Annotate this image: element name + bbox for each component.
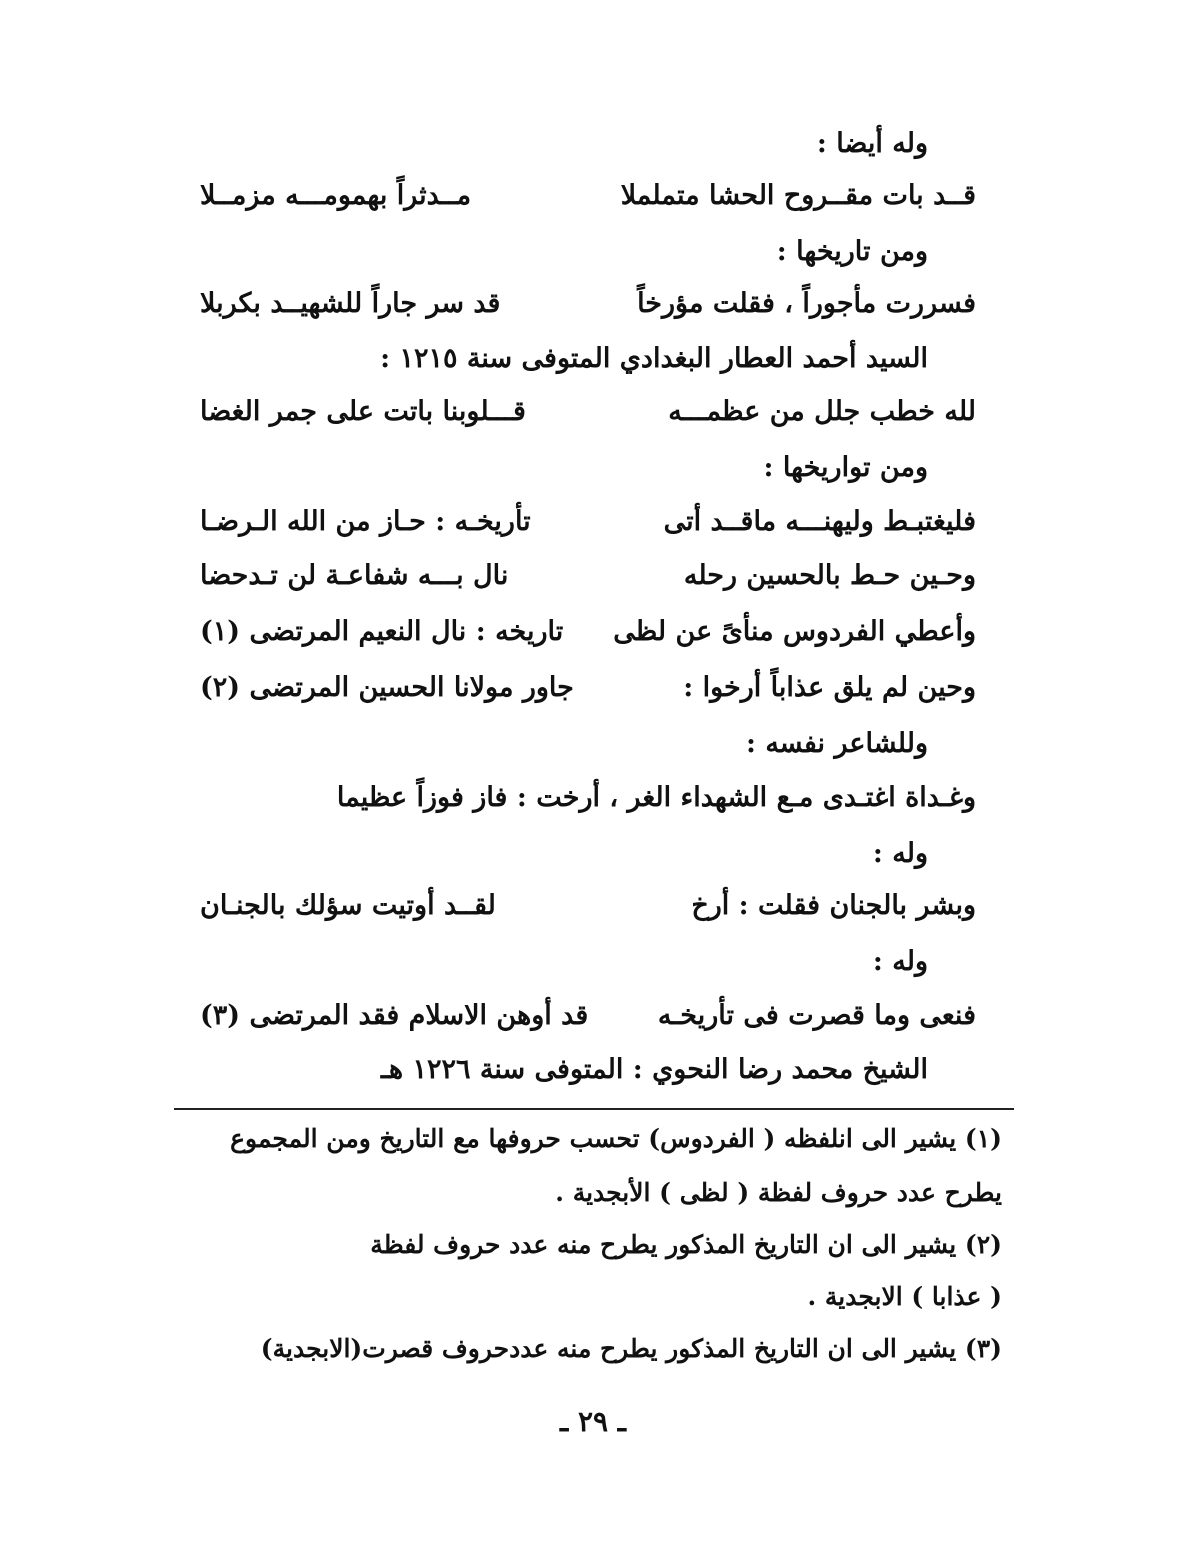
section-heading: وله أيضا :: [816, 128, 928, 159]
poem-verse: [200, 290, 976, 330]
footnote-line: (٣) يشير الى ان التاريخ المذكور يطرح منه عددحروف قصرت(الابجدية): [260, 1334, 1002, 1363]
verse-first-hemistich: فليغتبـط وليهنـــه ماقــد أتى: [663, 506, 976, 537]
page-number: ـ ٢٩ ـ: [560, 1405, 626, 1438]
poem-verse: [200, 1002, 976, 1042]
verse-second-hemistich: قد سر جاراً للشهيــد بكربلا: [200, 288, 501, 319]
verse-second-hemistich: تاريخه : نال النعيم المرتضى (١): [200, 616, 564, 647]
footnote-divider: [174, 1108, 1014, 1110]
verse-full-line: وغـداة اغتـدى مـع الشهداء الغر ، أرخت : فاز فوزاً عظيما: [336, 782, 976, 813]
poet-heading: السيد أحمد العطار البغدادي المتوفى سنة ١٢١٥ :: [380, 343, 928, 374]
poem-verse: [200, 618, 976, 658]
section-heading: وله :: [872, 946, 928, 977]
footnote-line: ( عذابا ) الابجدية .: [807, 1282, 1002, 1311]
verse-first-hemistich: لله خطب جلل من عظمـــه: [668, 396, 976, 427]
section-heading: وللشاعر نفسه :: [745, 728, 928, 759]
verse-second-hemistich: تأريخـه : حـاز من الله الـرضـا: [200, 506, 531, 537]
poem-verse: [200, 398, 976, 438]
verse-second-hemistich: جاور مولانا الحسين المرتضى (٢): [200, 672, 574, 703]
verse-second-hemistich: قـــلوبنا باتت على جمر الغضا: [200, 396, 526, 427]
poem-verse: [200, 674, 976, 714]
verse-second-hemistich: لقــد أوتيت سؤلك بالجنـان: [200, 890, 496, 921]
poem-verse: [200, 892, 976, 932]
verse-first-hemistich: وحـين حـط بالحسين رحله: [683, 560, 976, 591]
verse-second-hemistich: نال بـــه شفاعـة لن تـدحضا: [200, 560, 509, 591]
section-heading: ومن تواريخها :: [763, 452, 928, 483]
verse-first-hemistich: وحين لم يلق عذاباً أرخوا :: [683, 672, 976, 703]
poem-verse: [200, 182, 976, 222]
verse-second-hemistich: قد أوهن الاسلام فقد المرتضى (٣): [200, 1000, 589, 1031]
verse-first-hemistich: قــد بات مقــروح الحشا متململا: [620, 180, 976, 211]
verse-first-hemistich: فنعى وما قصرت فى تأريخـه: [657, 1000, 976, 1031]
verse-first-hemistich: فسررت مأجوراً ، فقلت مؤرخاً: [637, 288, 976, 319]
poem-verse: [200, 562, 976, 602]
section-heading: ومن تاريخها :: [776, 236, 928, 267]
footnote-line: (٢) يشير الى ان التاريخ المذكور يطرح منه عدد حروف لفظة: [370, 1230, 1002, 1259]
poem-verse-single: [200, 784, 976, 824]
footnote-line: (١) يشير الى انلفظه ( الفردوس) تحسب حروفها مع التاريخ ومن المجموع: [230, 1124, 1002, 1153]
section-heading: وله :: [872, 838, 928, 869]
footnote-line: يطرح عدد حروف لفظة ( لظى ) الأبجدية .: [555, 1178, 1002, 1207]
poem-verse: [200, 508, 976, 548]
verse-first-hemistich: وأعطي الفردوس منأىً عن لظى: [613, 616, 976, 647]
verse-second-hemistich: مــدثراً بهمومـــه مزمــلا: [200, 180, 472, 211]
poet-heading: الشيخ محمد رضا النحوي : المتوفى سنة ١٢٢٦ هـ: [380, 1054, 928, 1085]
verse-first-hemistich: وبشر بالجنان فقلت : أرخ: [691, 890, 976, 921]
